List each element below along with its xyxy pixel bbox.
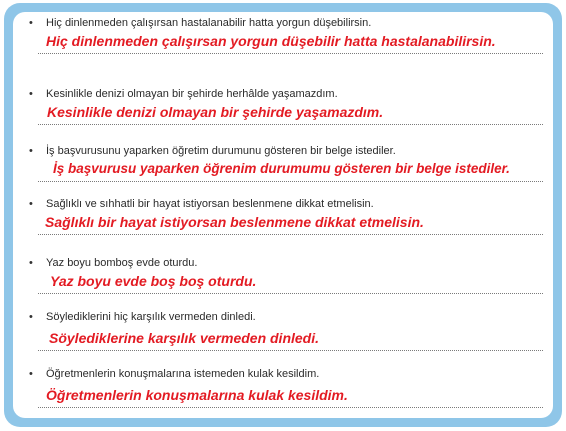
corrected-sentence: İş başvurusu yaparken öğrenim durumumu gösteren bir belge istediler. — [53, 161, 510, 176]
worksheet-panel — [13, 12, 553, 418]
corrected-sentence: Sağlıklı bir hayat istiyorsan beslenmene dikkat etmelisin. — [45, 214, 424, 230]
corrected-sentence: Yaz boyu evde boş boş oturdu. — [50, 273, 257, 289]
answer-line — [38, 350, 543, 351]
answer-line — [38, 407, 543, 408]
bullet: • — [29, 17, 33, 29]
answer-line — [38, 53, 543, 54]
corrected-sentence: Hiç dinlenmeden çalışırsan yorgun düşebilir hatta hastalanabilirsin. — [46, 33, 496, 49]
corrected-sentence: Öğretmenlerin konuşmalarına kulak kesildim. — [46, 387, 348, 403]
original-sentence: İş başvurusunu yaparken öğretim durumunu gösteren bir belge istediler. — [46, 145, 396, 157]
original-sentence: Sağlıklı ve sıhhatli bir hayat istiyorsan beslenmene dikkat etmelisin. — [46, 198, 374, 210]
original-sentence: Söylediklerini hiç karşılık vermeden dinledi. — [46, 311, 256, 323]
bullet: • — [29, 198, 33, 210]
bullet: • — [29, 88, 33, 100]
original-sentence: Yaz boyu bomboş evde oturdu. — [46, 257, 198, 269]
worksheet-frame — [4, 3, 562, 427]
corrected-sentence: Kesinlikle denizi olmayan bir şehirde yaşamazdım. — [47, 104, 384, 120]
bullet: • — [29, 368, 33, 380]
original-sentence: Hiç dinlenmeden çalışırsan hastalanabilir hatta yorgun düşebilirsin. — [46, 17, 372, 29]
bullet: • — [29, 145, 33, 157]
answer-line — [38, 124, 543, 125]
corrected-sentence: Söylediklerine karşılık vermeden dinledi. — [49, 330, 320, 346]
original-sentence: Kesinlikle denizi olmayan bir şehirde herhâlde yaşamazdım. — [46, 88, 338, 100]
bullet: • — [29, 311, 33, 323]
answer-line — [38, 234, 543, 235]
bullet: • — [29, 257, 33, 269]
answer-line — [38, 293, 543, 294]
original-sentence: Öğretmenlerin konuşmalarına istemeden kulak kesildim. — [46, 368, 320, 380]
answer-line — [38, 181, 543, 182]
